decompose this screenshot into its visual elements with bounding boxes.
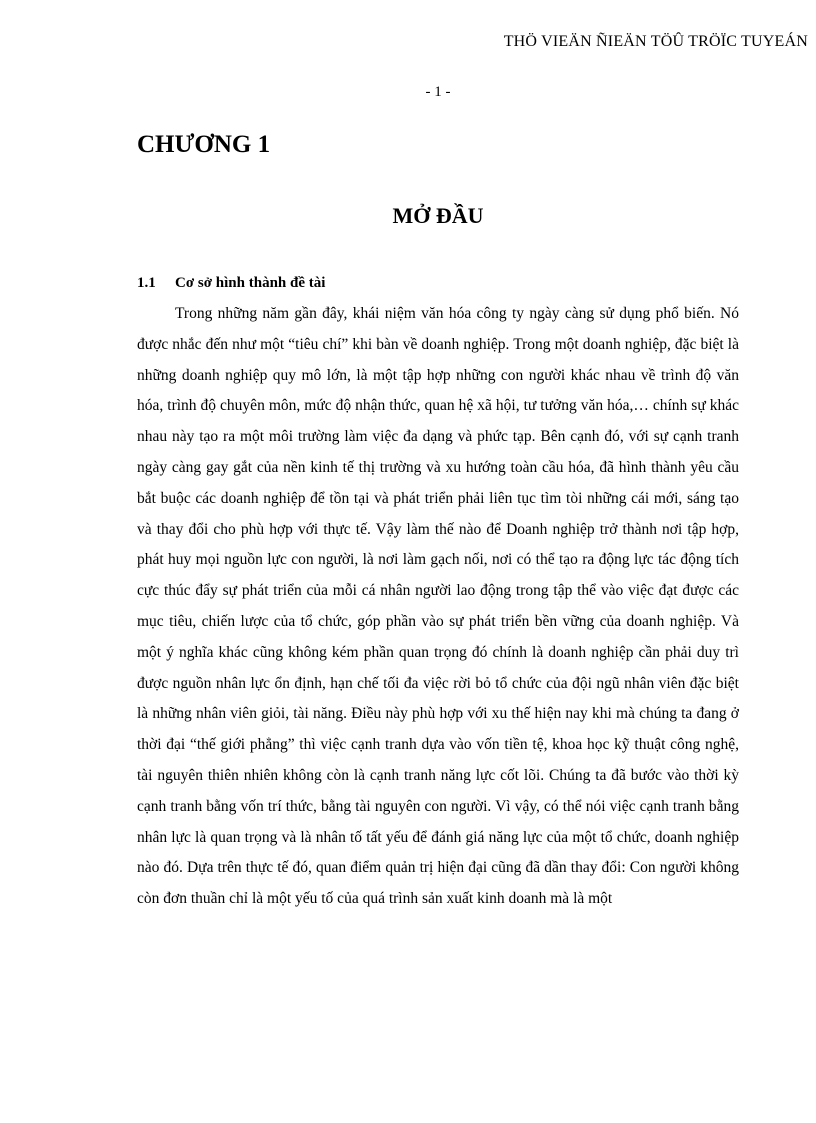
section-heading — [137, 275, 325, 292]
page-header: THÖ VIEÄN ÑIEÄN TÖÛ TRÖÏC TUYEÁN — [503, 33, 808, 50]
chapter-label: CHƯƠNG 1 — [137, 131, 271, 158]
section-number: 1.1 — [137, 275, 156, 291]
body-paragraph: Trong những năm gần đây, khái niệm văn hóa công ty ngày càng sử dụng phổ biến. Nó được nhắc đến như một “tiêu chí” khi bàn về doanh nghiệp. Trong một doanh nghiệp, đặc biệt là những doanh nghiệp quy mô lớn, là một tập hợp những con người khác nhau về trình độ văn hóa, trình độ chuyên môn, mức độ nhận thức, quan hệ xã hội, tư tưởng văn hóa,… chính sự khác nhau này tạo ra một môi trường làm việc đa dạng và phức tạp. Bên cạnh đó, với sự cạnh tranh ngày càng gay gắt của nền kinh tế thị trường và xu hướng toàn cầu hóa, đã hình thành yêu cầu bắt buộc các doanh nghiệp để tồn tại và phát triển phải liên tục tìm tòi những cái mới, sáng tạo và thay đổi cho phù hợp với thực tế. Vậy làm thế nào để Doanh nghiệp trở thành nơi tập hợp, phát huy mọi nguồn lực con người, là nơi làm gạch nối, nơi có thể tạo ra động lực tác động tích cực thúc đẩy sự phát triển của mỗi cá nhân người lao động trong tập thể vào việc đạt được các mục tiêu, chiến lược của tổ chức, góp phần vào sự phát triển bền vững của doanh nghiệp. Và một ý nghĩa khác cũng không kém phần quan trọng đó chính là doanh nghiệp cần phải duy trì được nguồn nhân lực ổn định, hạn chế tối đa việc rời bỏ tổ chức của đội ngũ nhân viên đặc biệt là những nhân viên giỏi, tài năng. Điều này phù hợp với xu thế hiện nay khi mà chúng ta đang ở thời đại “thế giới phẳng” thì việc cạnh tranh dựa vào vốn tiền tệ, khoa học kỹ thuật công nghệ, tài nguyên thiên nhiên không còn là cạnh tranh năng lực cốt lõi. Chúng ta đã bước vào thời kỳ cạnh tranh bằng vốn trí thức, bằng tài nguyên con người. Vì vậy, có thể nói việc cạnh tranh bằng nhân lực là quan trọng và là nhân tố tất yếu để đánh giá năng lực của một tổ chức, doanh nghiệp nào đó. Dựa trên thực tế đó, quan điểm quản trị hiện đại cũng đã dần thay đổi: Con người không còn đơn thuần chỉ là một yếu tố của quá trình sản xuất kinh doanh mà là một — [137, 305, 739, 908]
section-title: Cơ sở hình thành đề tài — [175, 275, 326, 291]
page-number: - 1 - — [425, 84, 451, 100]
chapter-title: MỞ ĐẦU — [392, 203, 484, 228]
